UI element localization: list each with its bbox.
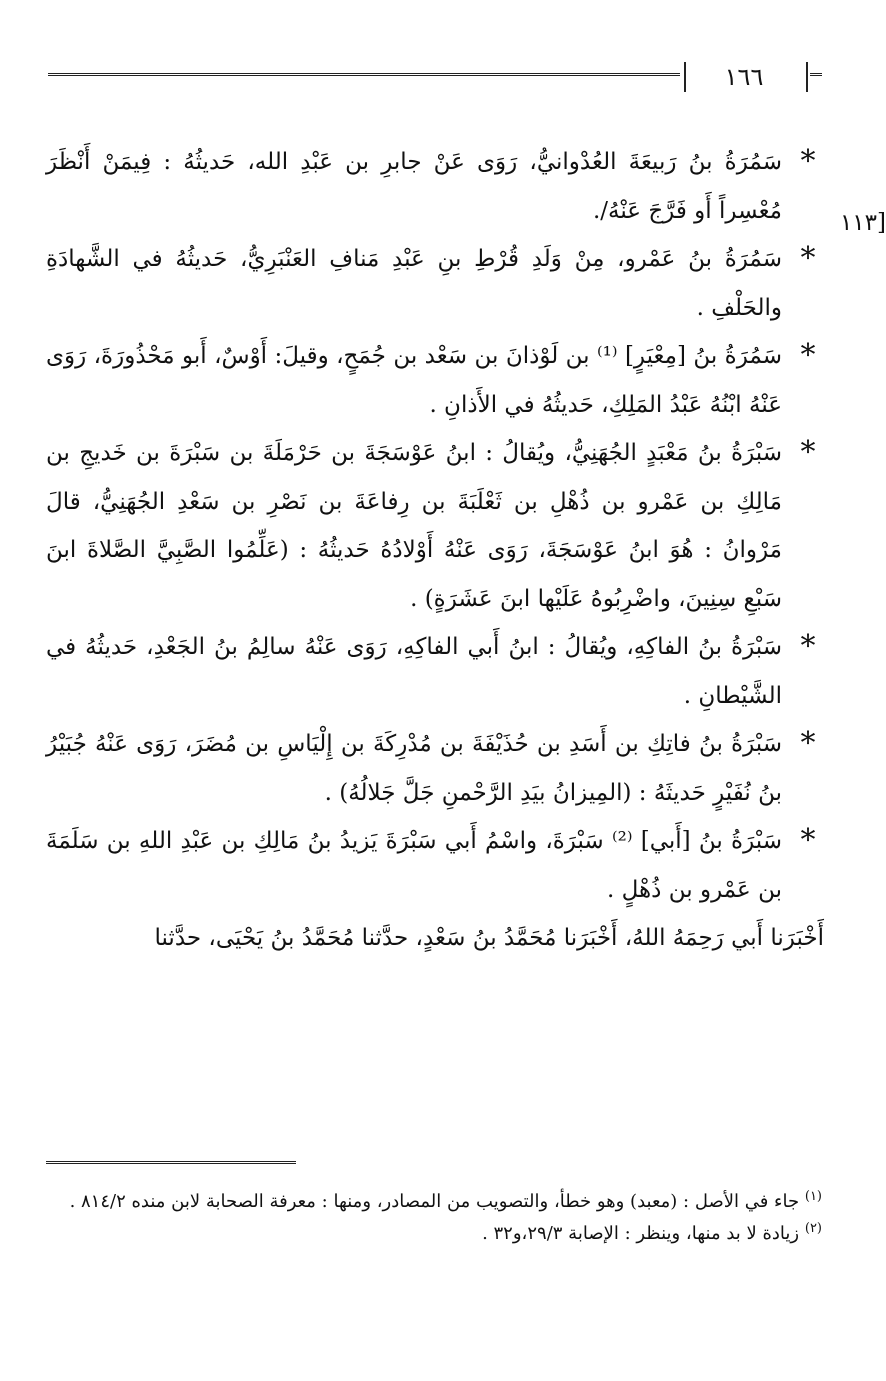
entry-text: سَمُرَةُ بنُ عَمْرو، مِنْ وَلَدِ قُرْطِ بنِ عَبْدِ مَنافِ العَنْبَرِيُّ، حَديثُهُ في الشَّهادَةِ والحَلْفِ . [46,246,782,321]
footnotes [46,1186,822,1250]
entry-text: سَبْرَةُ بنُ مَعْبَدٍ الجُهَنِيُّ، ويُقالُ : ابنُ عَوْسَجَةَ بن حَرْمَلَةَ بن سَبْرَةَ بن خَديجِ بن مَالِكِ بن عَمْرو بن ذُهْلِ بن ثَعْلَبَةَ بن رِفاعَةَ بن نَصْرِ بن سَعْدِ الجُهَنِيُّ، قالَ مَرْوانُ : هُوَ ابنُ عَوْسَجَةَ، رَوَى عَنْهُ أَوْلادُهُ حَديثُهُ : (عَلِّمُوا الصَّبِيَّ الصَّلاةَ ابنَ سَبْعِ سِنِينَ، واضْرِبُوهُ عَلَيْها ابنَ عَشَرَةٍ) . [46,440,782,612]
entry-sabra-fatik [46,720,824,817]
header-divider [684,62,686,92]
entry-samura-amr [46,235,824,332]
main-text [46,138,824,963]
asterisk-icon: * [800,435,816,470]
footnote-separator [46,1161,296,1164]
entry-text: سَمُرَةُ بنُ رَبيعَةَ العُدْوانيُّ، رَوَى عَنْ جابرِ بن عَبْدِ الله، حَديثُهُ : فِيمَنْ أَنْظَرَ مُعْسِراً أَو فَرَّجَ عَنْهُ/. [46,149,782,224]
entry-sabra-mabad [46,429,824,623]
margin-page-reference: [١١٣ [839,210,886,236]
footnote-text: زيادة لا بد منها، وينظر : الإصابة ٢٩/٣،و٣٢ . [482,1223,800,1244]
entry-text: سَمُرَةُ بنُ [مِعْيَرٍ] ⁽¹⁾ بن لَوْذانَ بن سَعْد بن جُمَحٍ، وقيلَ: أَوْسٌ، أَبو مَحْذُورَةَ، رَوَى عَنْهُ ابْنُهُ عَبْدُ المَلِكِ، حَديثُهُ في الأَذانِ . [46,343,782,418]
entry-samura-rabia [46,138,824,235]
running-header [48,62,822,96]
asterisk-icon: * [800,241,816,276]
header-divider [806,62,808,92]
header-rule-right [810,73,822,76]
entry-sabra-fakih [46,623,824,720]
entry-sabra-abi-sabra [46,817,824,914]
header-rule-left [48,73,680,76]
asterisk-icon: * [800,144,816,179]
entry-text: سَبْرَةُ بنُ فاتِكِ بن أَسَدِ بن حُذَيْفَةَ بن مُدْرِكَةَ بن إِلْيَاسِ بن مُضَرَ، رَوَى عَنْهُ جُبَيْرُ بنُ نُفَيْرٍ حَديثَهُ : (المِيزانُ بيَدِ الرَّحْمنِ جَلَّ جَلالُهُ) . [46,731,782,806]
entry-text: أَخْبَرَنا أَبي رَحِمَهُ اللهُ، أَخْبَرَنا مُحَمَّدُ بنُ سَعْدٍ، حدَّثنا مُحَمَّدُ بنُ يَحْيَى، حدَّثنا [154,925,824,951]
footnote-number: (٢) [804,1221,822,1236]
asterisk-icon: * [800,823,816,858]
entry-text: سَبْرَةُ بنُ [أَبي] ⁽²⁾ سَبْرَةَ، واسْمُ أَبي سَبْرَةَ يَزيدُ بنُ مَالِكِ بن عَبْدِ اللهِ بن سَلَمَةَ بن عَمْرو بن ذُهْلٍ . [46,828,782,903]
asterisk-icon: * [800,629,816,664]
page-number: ١٦٦ [724,63,764,91]
entry-text: سَبْرَةُ بنُ الفاكِهِ، ويُقالُ : ابنُ أَبي الفاكِهِ، رَوَى عَنْهُ سالِمُ بنُ الجَعْدِ، حَديثُهُ في الشَّيْطانِ . [46,634,782,709]
footnote-2 [46,1218,822,1250]
footnote-1 [46,1186,822,1218]
asterisk-icon: * [800,726,816,761]
footnote-number: (١) [804,1189,822,1204]
entry-samura-miayar [46,332,824,429]
asterisk-icon: * [800,338,816,373]
footnote-text: جاء في الأصل : (معبد) وهو خطأ، والتصويب من المصادر، ومنها : معرفة الصحابة لابن منده ٨١٤/٢ . [69,1191,800,1212]
isnad-paragraph [46,914,824,963]
